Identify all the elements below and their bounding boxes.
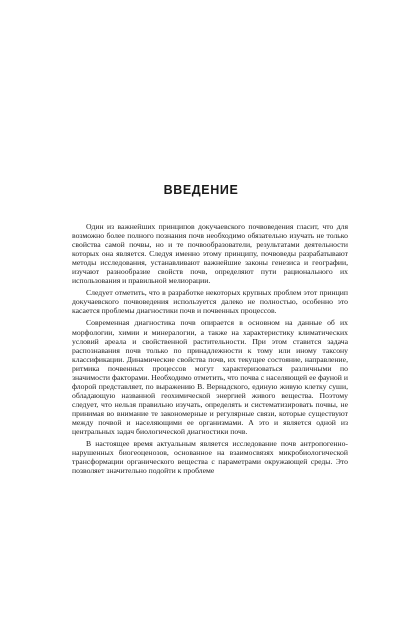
body-text [72, 222, 348, 478]
paragraph: Один из важнейших принципов докучаевского почвоведения гласит, что для возможно более полного познания почв необходимо обязательно изучать не только свойства самой почвы, но и те почвообразователи, результатами деятельности которых она является. Следуя именно этому принципу, почвоведы разрабатывают методы исследования, устанавливают важнейшие законы генезиса и географии, изучают разнообразие свойств почв, определяют пути рационального их использования и правильной мелиорации. [72, 222, 348, 286]
paragraph: Следует отметить, что в разработке некоторых крупных проблем этот принцип докучаевского почвоведения используется далеко не полностью, особенно это касается проблемы диагностики почв и почвенных процессов. [72, 288, 348, 316]
paragraph: В настоящее время актуальным является исследование почв антропогенно-нарушенных биогеоценозов, основанное на взаимосвязях микробиологической трансформации органического вещества с параметрами окружающей среды. Это позволяет значительно подойти к проблеме [72, 439, 348, 476]
page-title: ВВЕДЕНИЕ [163, 183, 239, 197]
paragraph: Современная диагностика почв опирается в основном на данные об их морфологии, химии и минералогии, а также на характеристику климатических условий ареала и свойственной растительности. При этом ставится задача распознавания почв только по принадлежности к тому или иному таксону классификации. Динамические свойства почв, их текущее состояние, направление, ритмика почвенных процессов могут характеризоваться различными по значимости факторами. Необходимо отметить, что почва с населяющей ее фауной и флорой представляет, по выражению В. Вернадского, единую живую клетку суши, обладающую названной геохимической энергией живого вещества. Поэтому следует, что нельзя правильно изучать, определять и систематизировать почвы, не принимая во внимание те закономерные и регулярные связи, которые существуют между почвой и населяющими ее организмами. А это и является одной из центральных задач биологической диагностики почв. [72, 318, 348, 437]
